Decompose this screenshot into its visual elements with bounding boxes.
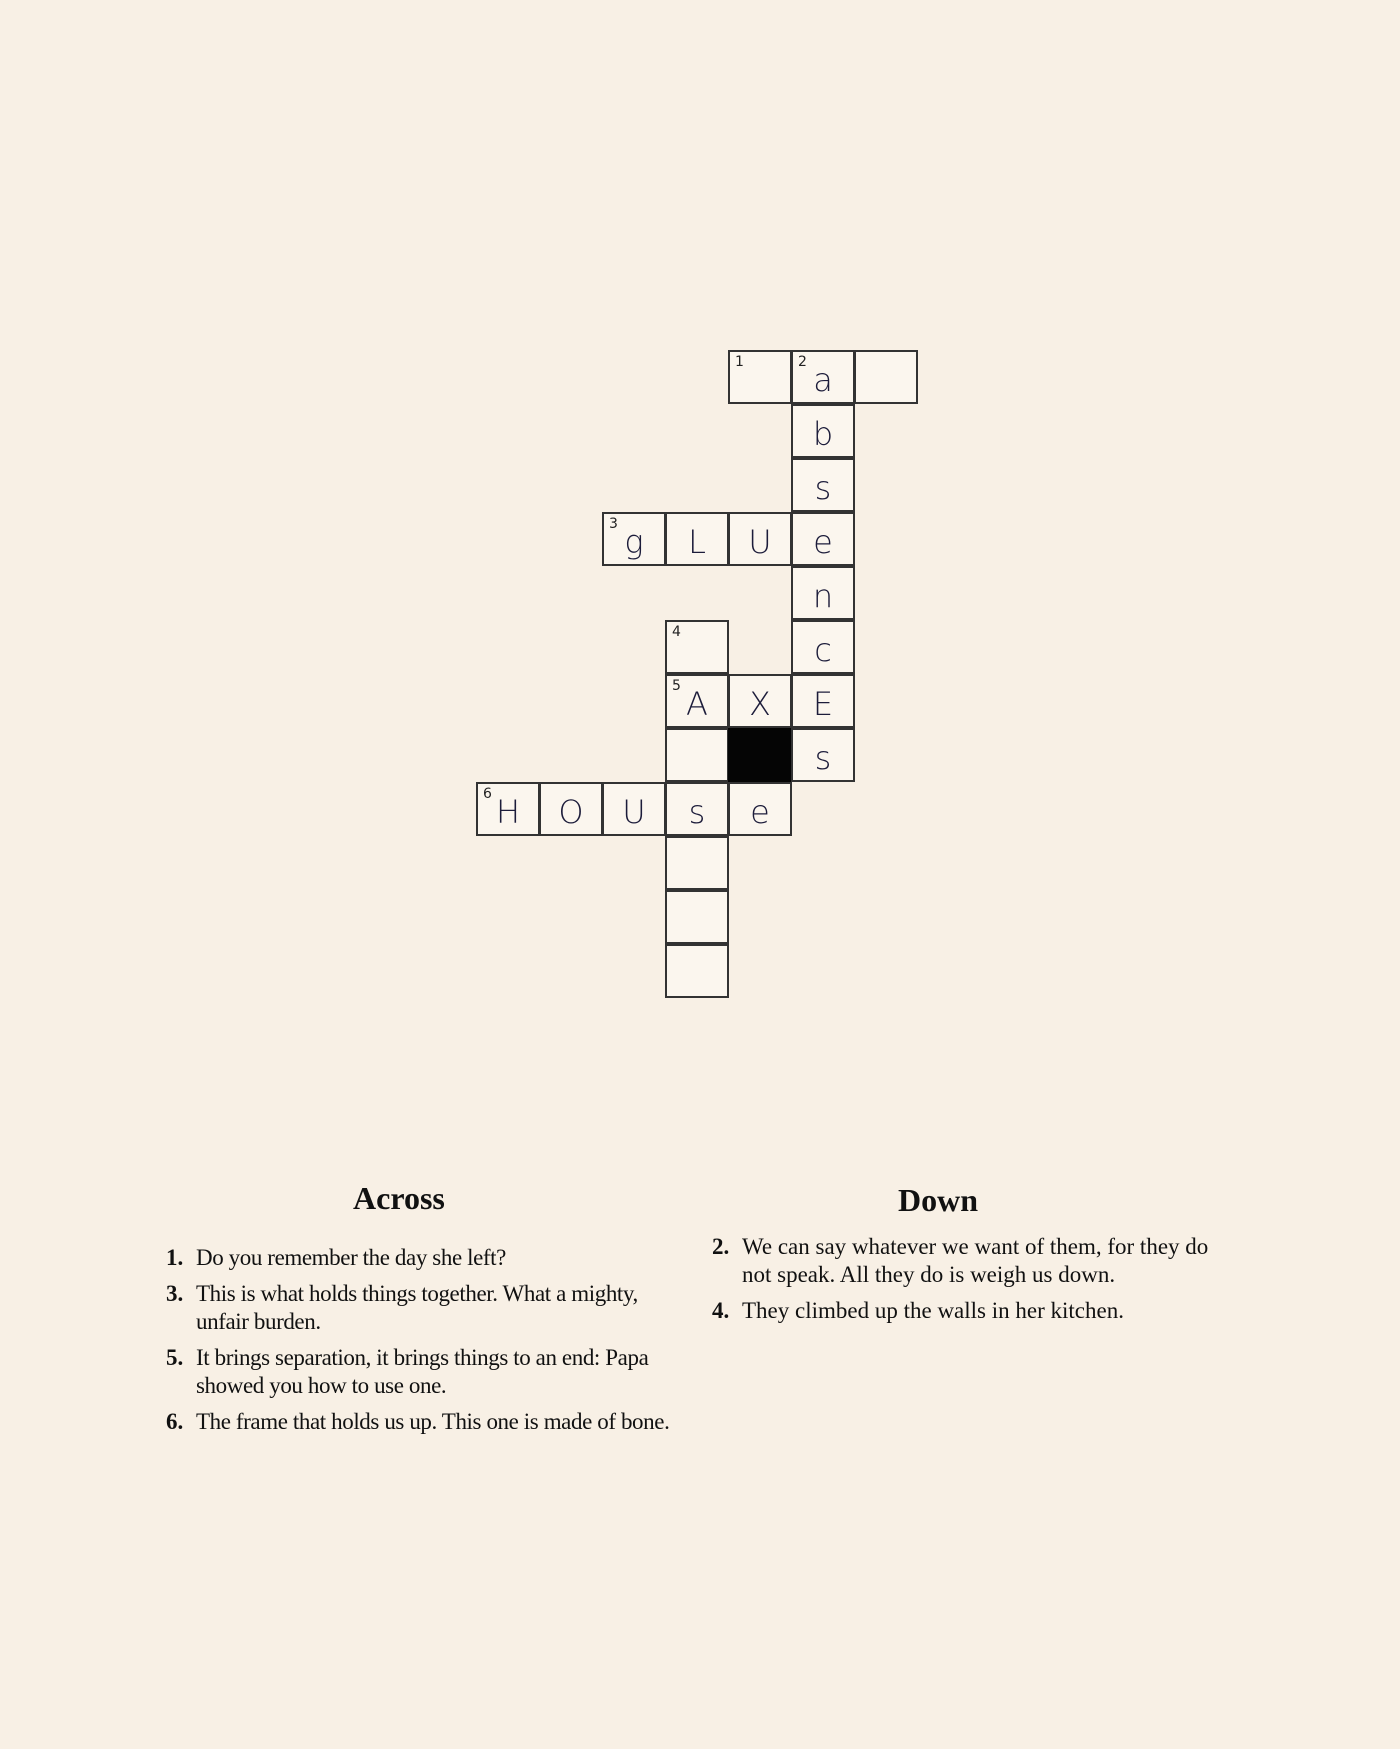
grid-cell[interactable]	[665, 836, 729, 890]
grid-cell[interactable]	[728, 782, 792, 836]
down-heading: Down	[898, 1182, 979, 1218]
grid-cell[interactable]	[791, 566, 855, 620]
cell-number: 2	[798, 354, 807, 370]
grid-cell[interactable]	[791, 350, 855, 404]
cell-number: 5	[672, 678, 681, 694]
cell-letter: n	[812, 577, 834, 615]
clue-number: 2.	[712, 1234, 730, 1259]
down-clue-4	[712, 1297, 1232, 1325]
clue-text: We can say whatever we want of them, for they do not speak. All they do is weigh us down.	[742, 1234, 1209, 1287]
cell-letter: g	[624, 523, 644, 561]
cell-letter: H	[495, 793, 521, 831]
cell-letter: U	[748, 523, 772, 561]
grid-cell[interactable]	[665, 890, 729, 944]
grid-cell[interactable]	[539, 782, 603, 836]
cell-number: 3	[609, 516, 618, 532]
cell-number: 6	[483, 786, 492, 802]
clue-number: 5.	[166, 1345, 184, 1370]
black-square	[728, 728, 792, 782]
across-heading: Across	[353, 1180, 445, 1216]
cell-number: 1	[735, 354, 744, 370]
cell-letter: s	[688, 793, 706, 831]
cell-letter: b	[812, 415, 834, 453]
cell-number: 4	[672, 624, 681, 640]
down-clue-2	[712, 1233, 1232, 1289]
down-clue-list	[712, 1233, 1232, 1333]
cell-letter: s	[814, 739, 832, 777]
clue-number: 1.	[166, 1245, 184, 1270]
cell-letter: U	[622, 793, 646, 831]
across-clue-6	[166, 1408, 686, 1436]
clue-text: It brings separation, it brings things to an end: Papa showed you how to use one.	[196, 1345, 649, 1398]
cell-letter: s	[814, 469, 832, 507]
grid-cell[interactable]	[665, 782, 729, 836]
clue-text: The frame that holds us up. This one is made of bone.	[196, 1409, 670, 1434]
grid-cell[interactable]	[791, 404, 855, 458]
cell-letter: a	[813, 361, 833, 399]
grid-cell[interactable]	[665, 512, 729, 566]
grid-cell[interactable]	[791, 674, 855, 728]
grid-cell[interactable]	[665, 620, 729, 674]
grid-cell[interactable]	[791, 512, 855, 566]
cell-letter: c	[814, 631, 832, 669]
cell-letter: L	[688, 523, 706, 561]
grid-cell[interactable]	[854, 350, 918, 404]
clue-text: This is what holds things together. What a mighty, unfair burden.	[196, 1281, 638, 1334]
grid-cell[interactable]	[728, 512, 792, 566]
grid-cell[interactable]	[665, 728, 729, 782]
cell-letter: O	[558, 793, 584, 831]
cell-letter: E	[812, 685, 834, 723]
clue-number: 6.	[166, 1409, 184, 1434]
grid-cell[interactable]	[791, 620, 855, 674]
grid-cell[interactable]	[602, 782, 666, 836]
clue-number: 4.	[712, 1298, 730, 1323]
grid-cell[interactable]	[728, 674, 792, 728]
clue-text: They climbed up the walls in her kitchen.	[742, 1298, 1124, 1323]
cell-letter: A	[686, 685, 708, 723]
clue-text: Do you remember the day she left?	[196, 1245, 506, 1270]
across-clue-3	[166, 1280, 686, 1336]
grid-cell[interactable]	[728, 350, 792, 404]
across-clue-5	[166, 1344, 686, 1400]
cell-letter: e	[750, 793, 770, 831]
grid-cell[interactable]	[665, 674, 729, 728]
grid-cell[interactable]	[791, 458, 855, 512]
grid-cell[interactable]	[665, 944, 729, 998]
cell-letter: e	[813, 523, 833, 561]
across-clue-1	[166, 1244, 686, 1272]
across-clue-list	[166, 1244, 686, 1444]
grid-cell[interactable]	[602, 512, 666, 566]
clue-number: 3.	[166, 1281, 184, 1306]
grid-cell[interactable]	[791, 728, 855, 782]
cell-letter: X	[749, 685, 771, 723]
grid-cell[interactable]	[476, 782, 540, 836]
